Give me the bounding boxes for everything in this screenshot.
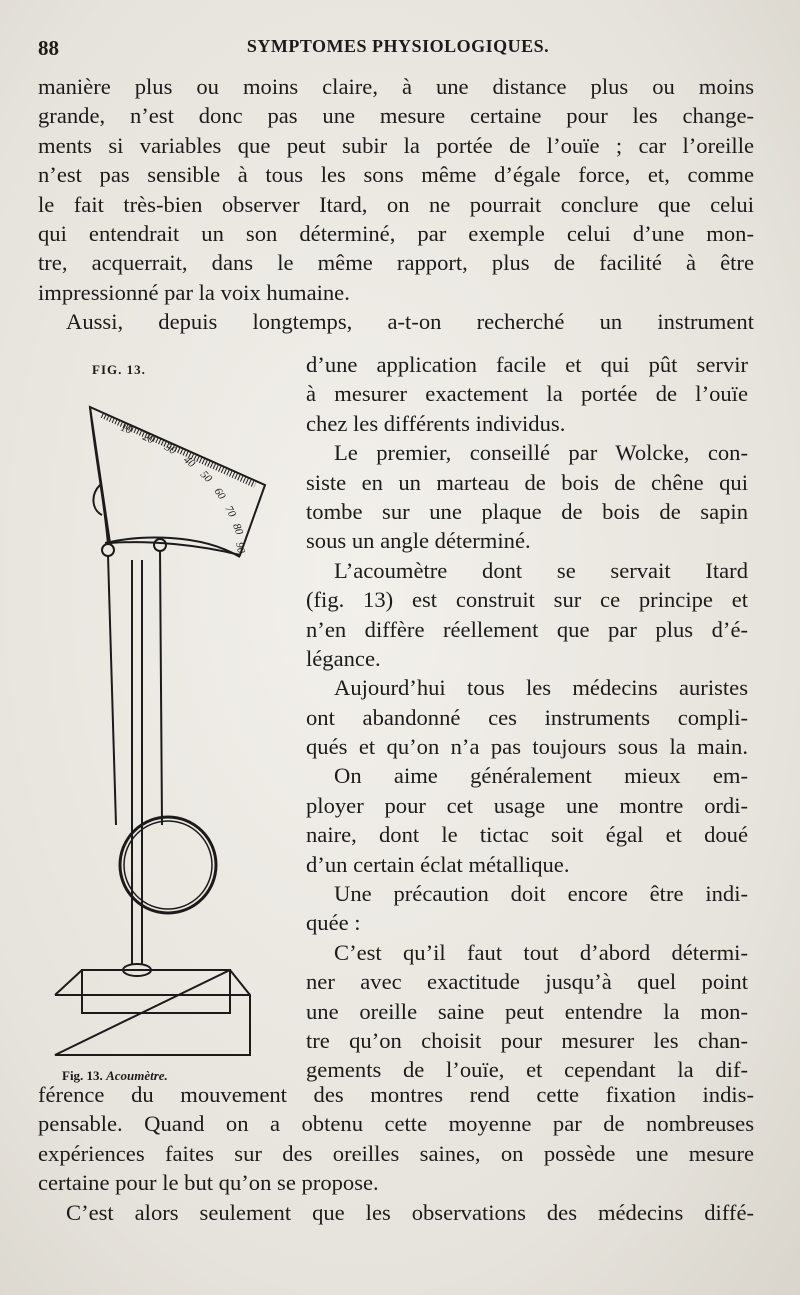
text-line: d’un certain éclat métallique.: [306, 851, 570, 877]
text-block-right: [306, 350, 748, 1085]
text-line: ments si variables que peut subir la portée de l’ouïe ; car l’oreille: [38, 132, 754, 158]
acoumeter-illustration: [50, 395, 310, 1065]
scale-number: 10: [118, 421, 134, 437]
hammer-arm: [90, 407, 108, 545]
text-line: On aime généralement mieux em-: [334, 763, 748, 789]
text-line: ont abandonné ces instruments compli-: [306, 704, 748, 730]
pendulum-rod-right: [160, 550, 162, 825]
scale-number: 80: [230, 521, 246, 537]
text-block-top: [38, 72, 754, 337]
text-line: naire, dont le tictac soit égal et doué: [306, 822, 748, 848]
text-line: ner avec exactitude jusqu’à quel point: [306, 969, 748, 995]
text-line: tombe sur une plaque de bois de sapin: [306, 498, 748, 524]
pendulum-rod-left: [108, 555, 116, 825]
pivot-right: [154, 539, 166, 551]
page-header: [38, 32, 758, 62]
text-line: chez les différents individus.: [306, 410, 566, 436]
running-head: SYMPTOMES PHYSIOLOGIQUES.: [246, 36, 550, 56]
text-line: légance.: [306, 645, 381, 671]
scale-number: 60: [211, 485, 228, 502]
scale-number: 70: [222, 503, 239, 520]
text-line: impressionné par la voix humaine.: [38, 279, 350, 305]
text-line: n’est pas sensible à tous les sons même d’égale force, et, comme: [38, 162, 754, 188]
text-line: C’est alors seulement que les observations des médecins diffé-: [66, 1199, 754, 1225]
text-line: tre, acquerrait, dans le même rapport, plus de facilité à être: [38, 250, 754, 276]
scale-number: 40: [181, 453, 198, 471]
text-line: à mesurer exactement la portée de l’ouïe: [306, 381, 748, 407]
text-line: tre qu’on choisit pour mesurer les chan-: [306, 1027, 748, 1053]
text-line: Aujourd’hui tous les médecins auristes: [334, 675, 748, 701]
figure-label: FIG. 13.: [92, 362, 146, 377]
text-line: grande, n’est donc pas une mesure certaine pour les change-: [38, 103, 754, 129]
text-line: L’acoumètre dont se servait Itard: [334, 557, 748, 583]
scale-number: 50: [197, 468, 215, 485]
text-line: férence du mouvement des montres rend cette fixation indis-: [38, 1082, 754, 1107]
text-line: certaine pour le but qu’on se propose.: [38, 1170, 379, 1196]
text-line: ployer pour cet usage une montre ordi-: [306, 792, 748, 818]
scale-number: 30: [162, 441, 179, 458]
text-line: pensable. Quand on a obtenu cette moyenne par de nombreuses: [38, 1111, 754, 1137]
text-line: manière plus ou moins claire, à une distance plus ou moins: [38, 74, 754, 99]
text-line: gements de l’ouïe, et cependant la dif-: [306, 1057, 748, 1083]
watch-ring-inner: [124, 821, 212, 909]
text-line: le fait très-bien observer Itard, on ne pourrait conclure que celui: [38, 191, 754, 217]
text-line: quée :: [306, 910, 361, 936]
watch-ring: [120, 817, 216, 913]
text-line: qui entendrait un son déterminé, par exemple celui d’une mon-: [38, 220, 754, 246]
text-line: d’une application facile et qui pût servir: [306, 352, 748, 377]
page-number: 88: [38, 36, 59, 60]
text-line: Une précaution doit encore être indi-: [334, 881, 748, 907]
scale-number: 20: [140, 430, 156, 447]
text-line: C’est qu’il faut tout d’abord détermi-: [334, 939, 748, 965]
text-block-bottom: [38, 1080, 754, 1227]
quadrant-base-arc: [105, 538, 240, 557]
text-line: sous un angle déterminé.: [306, 528, 531, 554]
text-line: (fig. 13) est construit sur ce principe et: [306, 587, 748, 613]
pivot-left: [102, 544, 114, 556]
text-line: une oreille saine peut entendre la mon-: [306, 998, 748, 1024]
acoumeter-figure: [50, 395, 310, 1065]
scale-number: 90: [233, 541, 248, 555]
text-line: siste en un marteau de bois de chêne qui: [306, 469, 748, 495]
figure-caption-title: Acoumètre.: [106, 1068, 168, 1083]
scale-numbers: [119, 422, 247, 555]
text-line: Aussi, depuis longtemps, a-t-on recherché un instrument: [66, 309, 754, 335]
text-line: qués et qu’on n’a pas toujours sous la main.: [306, 734, 748, 760]
text-line: Le premier, conseillé par Wolcke, con-: [334, 440, 748, 466]
text-line: n’en diffère réellement que par plus d’é-: [306, 616, 748, 642]
figure-caption-prefix: Fig. 13.: [62, 1068, 103, 1083]
text-line: expériences faites sur des oreilles saines, on possède une mesure: [38, 1140, 754, 1166]
